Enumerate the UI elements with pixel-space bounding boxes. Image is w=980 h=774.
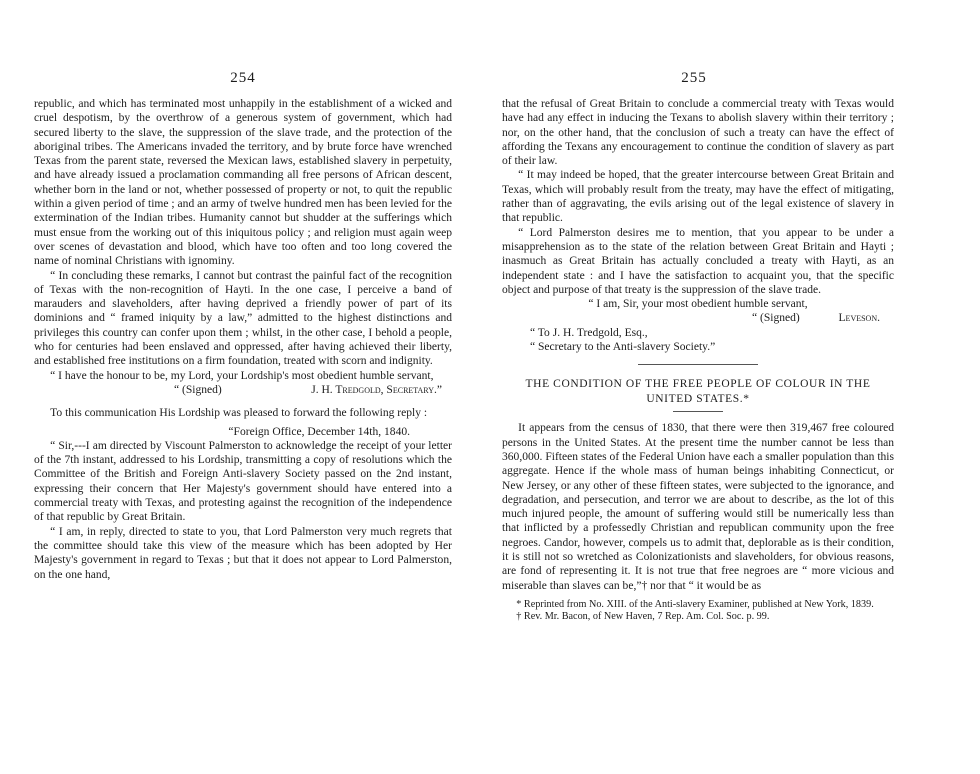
heading-line-2: UNITED STATES.* <box>646 393 750 406</box>
signed-label: “ (Signed) <box>752 312 800 325</box>
signatory: J. H. Tredgold, Secretary.” <box>311 383 442 396</box>
signature-line <box>502 311 894 325</box>
paragraph: “ It may indeed be hoped, that the greater intercourse between Great Britain and Texas, which will probably result from the treaty, may have the effect of mitigating, rather than of aggravating, the evils arising out of the legal existence of slavery in that republic. <box>502 169 894 225</box>
paragraph: republic, and which has terminated most unhappily in the establishment of a wicked and cruel despotism, by the overthrow of a generous system of government, which had secured liberty to the slave, the suppression of the slave trade, and the protection of the aboriginal tribes. The Americans invaded the territory, and by brute force have wrenched Texas from the parent state, reversed the Mexican laws, established slavery in perpetuity, and have already issued a proclamation commanding all free persons of African descent, whether born in the land or not, whether possessed of property or not, to quit the republic within a given period of time ; and an army of twelve hundred men has been levied for the extermination of the Indian tribes. Humanity cannot but shudder at the sufferings which must ensue from the working out of this iniquitous policy ; and religion must again weep over scenes of devastation and blood, which have too often and too long covered the name of nominal Christians with ignominy. <box>34 98 452 268</box>
footnote: * Reprinted from No. XIII. of the Anti-slavery Examiner, published at New York, 1839. <box>516 598 874 610</box>
right-page <box>494 0 894 774</box>
footnote: † Rev. Mr. Bacon, of New Haven, 7 Rep. Am. Col. Soc. p. 99. <box>516 611 770 623</box>
addressee-line: “ To J. H. Tredgold, Esq., <box>530 326 648 339</box>
signature-line <box>34 383 452 397</box>
paragraph: “ Lord Palmerston desires me to mention, that you appear to be under a misapprehension as to the state of the relation between Great Britain and Hayti ; inasmuch as Great Britain has actually concluded a treaty with Hayti, as an independent state : and I have the satisfaction to acquaint you, that the specific object and purpose of that treaty is the suppression of the slave trade. <box>502 226 894 296</box>
left-page <box>34 0 452 774</box>
page-number-right: 255 <box>681 70 707 86</box>
heading-line-1: THE CONDITION OF THE FREE PEOPLE OF COLOUR IN THE <box>525 378 871 391</box>
right-page-body <box>502 97 894 624</box>
paragraph: “ I am, in reply, directed to state to you, that Lord Palmerston very much regrets that the committee should take this view of the measure which has been adopted by Her Majesty's government in regard to Texas ; but that it does not appear to Lord Palmerston, on the one hand, <box>34 525 452 581</box>
left-page-body <box>34 97 452 582</box>
paragraph: To this communication His Lordship was pleased to forward the following reply : <box>50 407 428 420</box>
closing-line: “ I am, Sir, your most obedient humble servant, <box>588 298 808 311</box>
addressee-line: “ Secretary to the Anti-slavery Society.” <box>530 341 716 354</box>
paragraph: that the refusal of Great Britain to conclude a commercial treaty with Texas would have had any effect in inducing the Texans to abolish slavery within their territory ; nor, on the other hand, that the conclusion of such a treaty can have the effect of affording the Texans any encouragement to continue the condition of slavery as part of their law. <box>502 98 894 168</box>
paragraph: “ In concluding these remarks, I cannot but contrast the painful fact of the recognition of Texas with the non-recognition of Hayti. In the one case, I perceive a band of marauders and slaveholders, after having deprived a friendly power of part of its dominions and “ framed iniquity by a law,” admitted to the highest distinctions and privileges this country can confer upon them ; whilst, in the other case, I behold a people, who for centuries had been enslaved and oppressed, after having achieved their liberty, and established free institutions on a firm foundation, treated with scorn and indignity. <box>34 269 452 368</box>
signed-label: “ (Signed) <box>174 383 222 396</box>
footnotes <box>502 599 894 624</box>
section-heading <box>502 377 894 407</box>
paragraph: It appears from the census of 1830, that there were then 319,467 free coloured persons in the United States. At the present time the number cannot be less than 360,000. Fifteen states of the Federal Union have each a smaller population than this aggregate. Hence if the whole mass of human beings inhabiting Connecticut, or New Jersey, or any other of these fifteen states, were subjected to the ignorance, and degradation, and persecution, and terror we are about to describe, as the lot of this much injured people, the amount of suffering would still be numerically less than that inflicted by a professedly Christian and republican community upon the free negroes. Candor, however, compels us to admit that, deplorable as is their condition, it is still not so wretched as Colonizationists and slaveholders, for obvious reasons, are fond of representing it. It is not true that free negroes are “ more vicious and miserable than slaves can be,”† nor that “ it would be as <box>502 422 894 592</box>
letter-dateline: “Foreign Office, December 14th, 1840. <box>228 425 410 438</box>
paragraph: “ I have the honour to be, my Lord, your Lordship's most obedient humble servant, <box>50 369 434 382</box>
signatory: Leveson. <box>838 312 880 325</box>
page-number-left: 254 <box>230 70 256 86</box>
section-divider <box>638 364 758 365</box>
paragraph: “ Sir,---I am directed by Viscount Palmerston to acknowledge the receipt of your letter of the 7th instant, addressed to his Lordship, transmitting a copy of resolutions which the Committee of the British and Foreign Anti-slavery Society passed on the 2nd instant, expressing their concern that Her Majesty's government should have entered into a commercial treaty with Texas, and protesting against the recognition of the independence of that republic by Great Britain. <box>34 439 452 524</box>
